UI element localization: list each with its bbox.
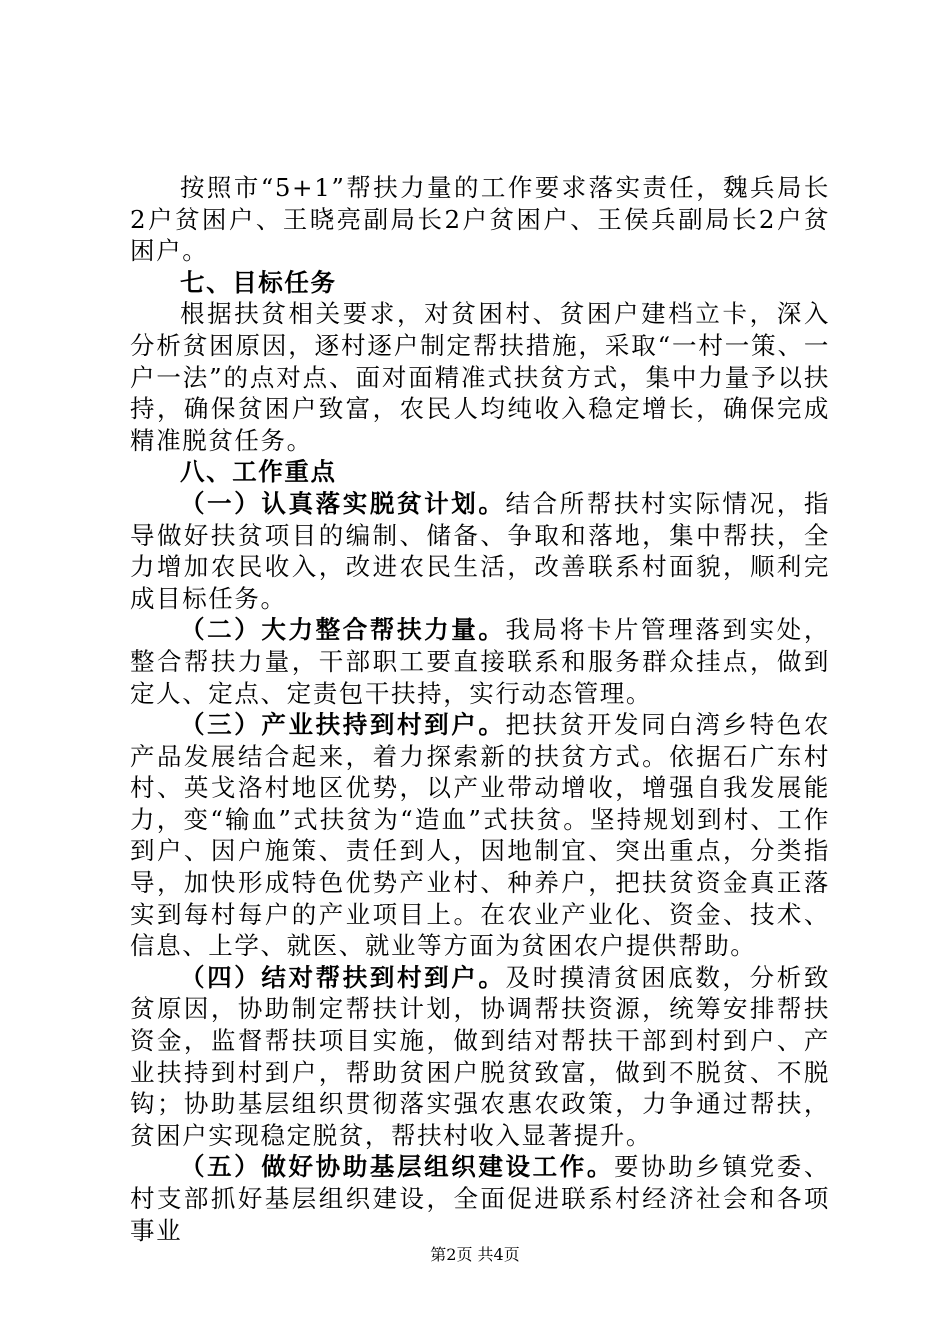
focus-3-lead: （三）产业扶持到村到户。 — [180, 710, 506, 740]
focus-4-text: 及时摸清贫困底数，分析致贫原因，协助制定帮扶计划，协调帮扶资源，统筹安排帮扶资金，监督帮扶项目实施，做到结对帮扶干部到村到户、产业扶持到村到户，帮助贫困户脱贫致富，做到不脱贫、不脱钩；协助基层组织贯彻落实强农惠农政策，力争通过帮扶，贫困户实现稳定脱贫，帮扶村收入显著提升。 — [130, 962, 830, 1150]
paragraph-responsibility: 按照市“5+1”帮扶力量的工作要求落实责任，魏兵局长2户贫困户、王晓亮副局长2户贫困户、王侯兵副局长2户贫困户。 — [130, 173, 830, 266]
paragraph-focus-1 — [130, 488, 830, 614]
focus-1-lead: （一）认真落实脱贫计划。 — [180, 488, 506, 518]
focus-5-text: 要协助乡镇党委、村支部抓好基层组织建设，全面促进联系村经济社会和各项事业 — [130, 1152, 830, 1245]
paragraph-focus-4 — [130, 962, 830, 1152]
paragraph-focus-5 — [130, 1151, 830, 1246]
focus-1-text: 结合所帮扶村实际情况，指导做好扶贫项目的编制、储备、争取和落地，集中帮扶，全力增加农民收入，改进农民生活，改善联系村面貌，顺利完成目标任务。 — [130, 488, 830, 613]
document-body — [130, 172, 830, 1246]
focus-4-lead: （四）结对帮扶到村到户。 — [180, 962, 506, 992]
section-heading-focus: 八、工作重点 — [180, 457, 337, 487]
section-heading-goals: 七、目标任务 — [180, 267, 337, 297]
paragraph-goals: 根据扶贫相关要求，对贫困村、贫困户建档立卡，深入分析贫困原因，逐村逐户制定帮扶措施，采取“一村一策、一户一法”的点对点、面对面精准式扶贫方式，集中力量予以扶持，确保贫困户致富，农民人均纯收入稳定增长，确保完成精准脱贫任务。 — [130, 299, 830, 455]
focus-3-text: 把扶贫开发同白湾乡特色农产品发展结合起来，着力探索新的扶贫方式。依据石广东村村、英戈洛村地区优势，以产业带动增收，增强自我发展能力，变“输血”式扶贫为“造血”式扶贫。坚持规划到村、工作到户、因户施策、责任到人，因地制宜、突出重点，分类指导，加快形成特色优势产业村、种养户，把扶贫资金真正落实到每村每户的产业项目上。在农业产业化、资金、技术、信息、上学、就医、就业等方面为贫困农户提供帮助。 — [130, 710, 830, 961]
page-number-footer: 第2页 共4页 — [430, 1245, 520, 1264]
focus-2-text: 我局将卡片管理落到实处，整合帮扶力量，干部职工要直接联系和服务群众挂点，做到定人、定点、定责包干扶持，实行动态管理。 — [130, 615, 830, 708]
focus-5-lead: （五）做好协助基层组织建设工作。 — [180, 1152, 615, 1182]
paragraph-focus-3 — [130, 709, 830, 962]
paragraph-focus-2 — [130, 614, 830, 709]
focus-2-lead: （二）大力整合帮扶力量。 — [180, 615, 506, 645]
